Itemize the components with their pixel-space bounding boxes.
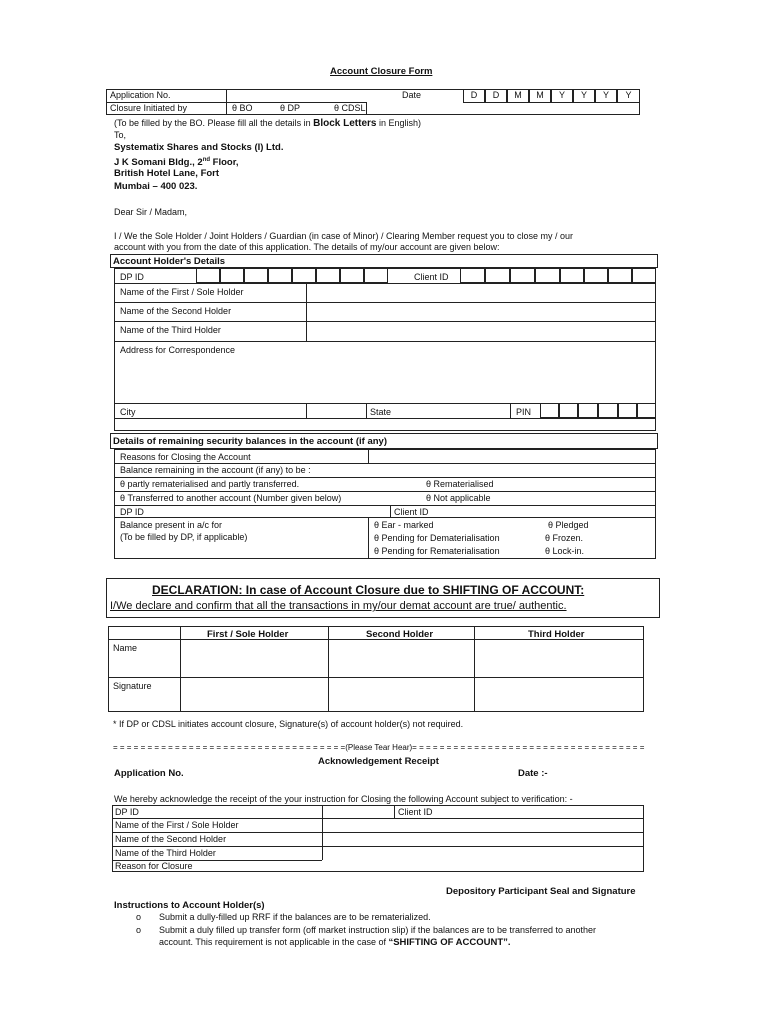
date-cell[interactable]: Y <box>551 89 573 103</box>
client-id-label: Client ID <box>414 272 449 282</box>
balance-present-label: Balance present in a/c for <box>120 520 223 530</box>
receipt-date: Date :- <box>518 768 548 779</box>
declaration-text: I/We declare and confirm that all the transactions in my/our demat account are true/ authentic. <box>110 600 567 612</box>
partly-option[interactable]: θ partly rematerialised and partly transferred. <box>120 479 300 489</box>
pending-remat-option[interactable]: θ Pending for Rematerialisation <box>374 546 500 556</box>
rematerialised-option[interactable]: θ Rematerialised <box>426 479 494 489</box>
date-cell[interactable]: Y <box>595 89 617 103</box>
first-holder-label: Name of the First / Sole Holder <box>120 287 244 297</box>
pending-demat-option[interactable]: θ Pending for Dematerialisation <box>374 533 500 543</box>
declaration-heading: DECLARATION: In case of Account Closure due to SHIFTING OF ACCOUNT: <box>152 583 585 597</box>
row-signature-label: Signature <box>113 681 152 691</box>
receipt-application-no: Application No. <box>114 768 184 779</box>
receipt-reason: Reason for Closure <box>115 861 193 871</box>
tear-line: = = = = = = = = = = = = = = = = = = = = = = = = = = = = = = = = = =(Please Tear Hear)= = = = = = = = = = = = = = = = = = = = = = = = = = = = = = = = = = <box>113 743 645 752</box>
closure-initiated-label: Closure Initiated by <box>110 103 188 113</box>
frozen-option[interactable]: θ Frozen. <box>545 533 584 543</box>
company-name: Systematix Shares and Stocks (I) Ltd. <box>114 142 284 153</box>
address-line-2: J K Somani Bldg., 2nd Floor, <box>114 157 239 169</box>
instruction-2a: Submit a duly filled up transfer form (off market instruction slip) if the balances are to be transferred to another <box>159 925 597 935</box>
receipt-first-holder: Name of the First / Sole Holder <box>115 820 239 830</box>
dp-id-label: DP ID <box>120 272 144 282</box>
date-cell[interactable]: Y <box>573 89 595 103</box>
state-label: State <box>370 407 392 417</box>
receipt-heading: Acknowledgement Receipt <box>318 756 439 767</box>
receipt-third-holder: Name of the Third Holder <box>115 848 216 858</box>
seal-label: Depository Participant Seal and Signature <box>446 886 636 897</box>
salutation: Dear Sir / Madam, <box>114 207 188 217</box>
bullet-icon: o <box>136 912 142 922</box>
option-dp[interactable]: θ DP <box>280 103 301 113</box>
row-name-label: Name <box>113 643 138 653</box>
balances-heading: Details of remaining security balances in the account (if any) <box>113 436 387 447</box>
option-cdsl[interactable]: θ CDSL <box>334 103 366 113</box>
date-cell[interactable]: M <box>529 89 551 103</box>
not-applicable-option[interactable]: θ Not applicable <box>426 493 491 503</box>
transferred-option[interactable]: θ Transferred to another account (Number given below) <box>120 493 342 503</box>
receipt-dp-id-label: DP ID <box>115 807 139 817</box>
city-label: City <box>120 407 136 417</box>
fill-note: (To be filled by the BO. Please fill all the details in Block Letters in English) <box>114 118 421 129</box>
address-line-4: Mumbai – 400 023. <box>114 181 198 192</box>
second-holder-label: Name of the Second Holder <box>120 306 232 316</box>
col-first-holder: First / Sole Holder <box>207 629 289 640</box>
date-cell[interactable]: D <box>485 89 507 103</box>
date-cell[interactable]: Y <box>617 89 640 103</box>
reasons-label: Reasons for Closing the Account <box>120 452 251 462</box>
intro-line-2: account with you from the date of this application. The details of my/our account are given below: <box>114 242 500 252</box>
application-no-label: Application No. <box>110 90 171 100</box>
address-line-3: British Hotel Lane, Fort <box>114 168 220 179</box>
date-label: Date <box>402 90 422 100</box>
option-bo[interactable]: θ BO <box>232 103 253 113</box>
balance-dp-id-label: DP ID <box>120 507 144 517</box>
date-cell[interactable]: D <box>463 89 485 103</box>
third-holder-label: Name of the Third Holder <box>120 325 221 335</box>
pin-label: PIN <box>516 407 532 417</box>
bullet-icon: o <box>136 925 142 935</box>
ack-text: We hereby acknowledge the receipt of the your instruction for Closing the following Account subject to verification: - <box>114 794 573 804</box>
intro-line-1: I / We the Sole Holder / Joint Holders / Guardian (in case of Minor) / Clearing Member request you to close my / our <box>114 231 574 241</box>
declaration-note: * If DP or CDSL initiates account closure, Signature(s) of account holder(s) not required. <box>113 719 464 729</box>
pledged-option[interactable]: θ Pledged <box>548 520 589 530</box>
receipt-client-id-label: Client ID <box>398 807 433 817</box>
instructions-heading: Instructions to Account Holder(s) <box>114 900 265 911</box>
date-cell[interactable]: M <box>507 89 529 103</box>
address-label: Address for Correspondence <box>120 345 236 355</box>
lock-in-option[interactable]: θ Lock-in. <box>545 546 585 556</box>
holder-heading: Account Holder's Details <box>113 256 226 267</box>
receipt-second-holder: Name of the Second Holder <box>115 834 227 844</box>
balance-client-id-label: Client ID <box>394 507 429 517</box>
col-second-holder: Second Holder <box>366 629 434 640</box>
address-to: To, <box>114 130 127 140</box>
form-title: Account Closure Form <box>330 66 433 77</box>
instruction-2b: account. This requirement is not applicable in the case of “SHIFTING OF ACCOUNT”. <box>159 937 511 948</box>
col-third-holder: Third Holder <box>528 629 585 640</box>
remaining-label: Balance remaining in the account (if any) to be : <box>120 465 311 475</box>
filled-by-dp-label: (To be filled by DP, if applicable) <box>120 532 248 542</box>
instruction-1: Submit a dully-filled up RRF if the balances are to be rematerialized. <box>159 912 431 922</box>
ear-marked-option[interactable]: θ Ear - marked <box>374 520 434 530</box>
